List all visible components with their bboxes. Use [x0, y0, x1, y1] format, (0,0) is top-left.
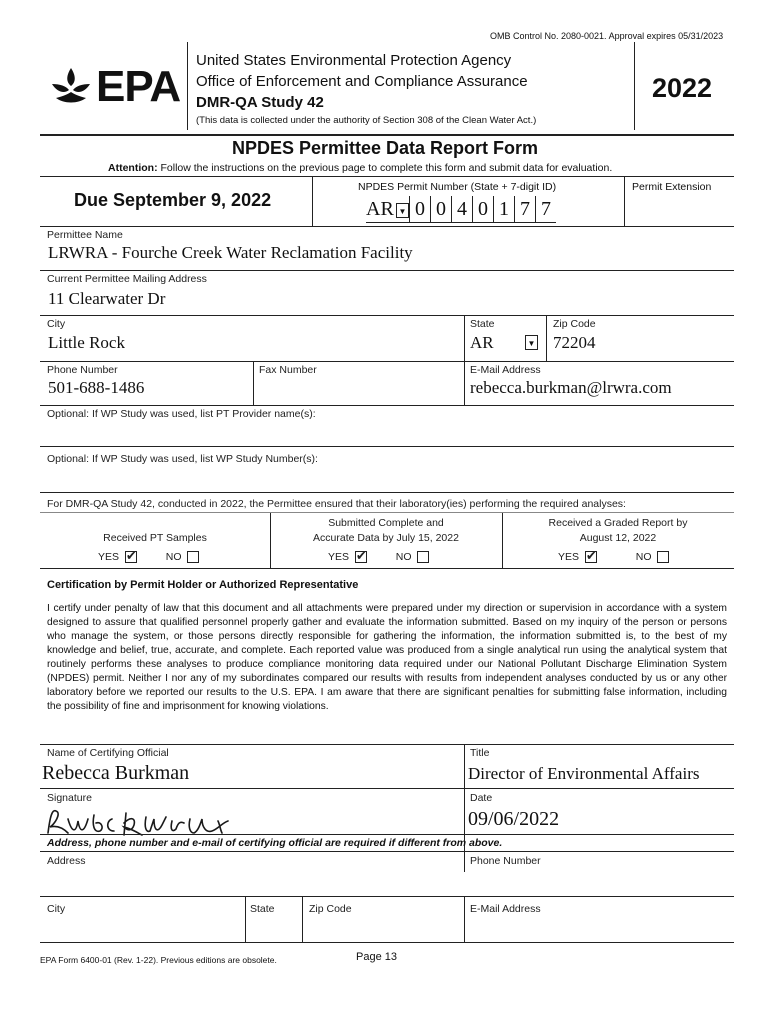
office-name: Office of Enforcement and Compliance Assurance: [196, 73, 528, 90]
form-year: 2022: [652, 73, 713, 103]
permittee-name-label: Permittee Name: [47, 229, 123, 241]
attention-line: [108, 162, 612, 174]
optional-wp-study-label: Optional: If WP Study was used, list WP Study Number(s):: [47, 453, 318, 465]
cert-zip-label: Zip Code: [309, 903, 352, 915]
submitted-data-label-2: Accurate Data by July 15, 2022: [313, 532, 459, 544]
certifying-official-label: Name of Certifying Official: [47, 747, 169, 759]
permit-number-label: NPDES Permit Number (State + 7-digit ID): [358, 181, 557, 193]
received-pt-no-checkbox[interactable]: [187, 551, 199, 563]
certification-heading: Certification by Permit Holder or Authorized Representative: [47, 579, 359, 591]
received-pt-label: Received PT Samples: [103, 532, 207, 544]
cert-state-label: State: [250, 903, 275, 915]
permit-extension-label: Permit Extension: [632, 181, 712, 193]
graded-report-no-checkbox[interactable]: [657, 551, 669, 563]
state[interactable]: AR: [470, 333, 494, 352]
email[interactable]: rebecca.burkman@lrwra.com: [470, 378, 672, 397]
cert-phone-label: Phone Number: [470, 855, 541, 867]
title-label: Title: [470, 747, 490, 759]
study-name: DMR-QA Study 42: [196, 94, 324, 111]
form-title: NPDES Permittee Data Report Form: [231, 138, 539, 158]
cert-email-label: E-Mail Address: [470, 903, 541, 915]
attention-text: Follow the instructions on the previous page to complete this form and submit data for evaluation.: [160, 162, 613, 174]
permit-digit[interactable]: 0: [409, 196, 430, 222]
due-date: Due September 9, 2022: [74, 190, 272, 210]
official-title[interactable]: Director of Environmental Affairs: [468, 764, 700, 783]
certifying-official-name[interactable]: Rebecca Burkman: [42, 762, 190, 784]
email-label: E-Mail Address: [470, 364, 541, 376]
study-intro: For DMR-QA Study 42, conducted in 2022, the Permittee ensured that their laboratory(ies) performing the required analyses:: [47, 498, 626, 510]
city-label: City: [47, 318, 66, 330]
state-label: State: [470, 318, 495, 330]
phone-label: Phone Number: [47, 364, 118, 376]
fax-label: Fax Number: [259, 364, 317, 376]
handwritten-signature: [42, 799, 242, 839]
attention-label: Attention:: [108, 162, 158, 174]
epa-logo: [48, 60, 180, 120]
received-pt-yes-checkbox[interactable]: [125, 551, 137, 563]
city[interactable]: Little Rock: [48, 333, 125, 352]
permittee-name[interactable]: LRWRA - Fourche Creek Water Reclamation Facility: [48, 243, 413, 262]
zip-code[interactable]: 72204: [553, 333, 596, 352]
required-note: Address, phone number and e-mail of certifying official are required if different from above.: [47, 837, 503, 849]
permit-digit[interactable]: 0: [472, 196, 493, 222]
submitted-data-label-1: Submitted Complete and: [328, 517, 444, 529]
omb-control-text: OMB Control No. 2080-0021. Approval expires 05/31/2023: [490, 31, 724, 41]
state-dropdown[interactable]: [525, 334, 538, 352]
agency-name: United States Environmental Protection Agency: [196, 52, 512, 69]
signature-date[interactable]: 09/06/2022: [468, 808, 560, 830]
permit-number-field[interactable]: [366, 196, 556, 223]
cert-address-label: Address: [47, 855, 86, 867]
received-pt-choice: YES ✔ NO: [98, 551, 199, 563]
phone-number[interactable]: 501-688-1486: [48, 378, 145, 397]
permit-digit[interactable]: 1: [493, 196, 514, 222]
zip-label: Zip Code: [553, 318, 596, 330]
certification-text: I certify under penalty of law that this document and all attachments were prepared under my direction or supervision in accordance with a system designed to assure that qualified personnel properly gather and evaluate the information submitted. Based on my inquiry of the person or persons who manage the system, or those persons directly responsible for gathering the information, the information submitted is, to the best of my knowledge and belief, true, accurate, and complete. Each reported value was produced from a single analytical run using the analytical system that routinely performs these analyses to produce compliance monitoring data required under our National Pollutant Discharge Elimination System (NPDES) permit. Neither I nor any of my subordinates compared our results with results from independent analyses conducted by us or any other laboratory before we reported our results to the U.S. EPA. I am aware that there are significant penalties for submitting false information, including the possibility of fine and imprisonment for knowing violations.: [47, 603, 727, 712]
graded-report-yes-checkbox[interactable]: [585, 551, 597, 563]
mailing-address[interactable]: 11 Clearwater Dr: [48, 289, 166, 308]
epa-flower-icon: [48, 64, 94, 110]
graded-report-label-2: August 12, 2022: [579, 532, 657, 544]
form-id: EPA Form 6400-01 (Rev. 1-22). Previous editions are obsolete.: [40, 955, 277, 965]
signature-label: Signature: [47, 792, 92, 804]
authority-text: (This data is collected under the authority of Section 308 of the Clean Water Act.): [196, 115, 537, 126]
date-label: Date: [470, 792, 493, 804]
permit-digit[interactable]: 4: [451, 196, 472, 222]
permit-digit[interactable]: 0: [430, 196, 451, 222]
page-number: Page 13: [356, 951, 397, 963]
graded-report-choice: YES ✔ NO: [558, 551, 669, 563]
submitted-data-no-checkbox[interactable]: [417, 551, 429, 563]
cert-city-label: City: [47, 903, 66, 915]
permit-digit[interactable]: 7: [514, 196, 535, 222]
graded-report-label-1: Received a Graded Report by: [548, 517, 688, 529]
permit-digit[interactable]: 7: [535, 196, 556, 222]
permit-state: AR: [366, 198, 394, 220]
chevron-down-icon: ▼: [525, 335, 538, 350]
mailing-address-label: Current Permittee Mailing Address: [47, 273, 207, 285]
epa-logo-text: EPA: [96, 62, 181, 111]
optional-pt-provider-label: Optional: If WP Study was used, list PT Provider name(s):: [47, 408, 316, 420]
permit-state-dropdown-arrow[interactable]: ▼: [396, 203, 409, 218]
submitted-data-choice: YES ✔ NO: [328, 551, 429, 563]
submitted-data-yes-checkbox[interactable]: [355, 551, 367, 563]
